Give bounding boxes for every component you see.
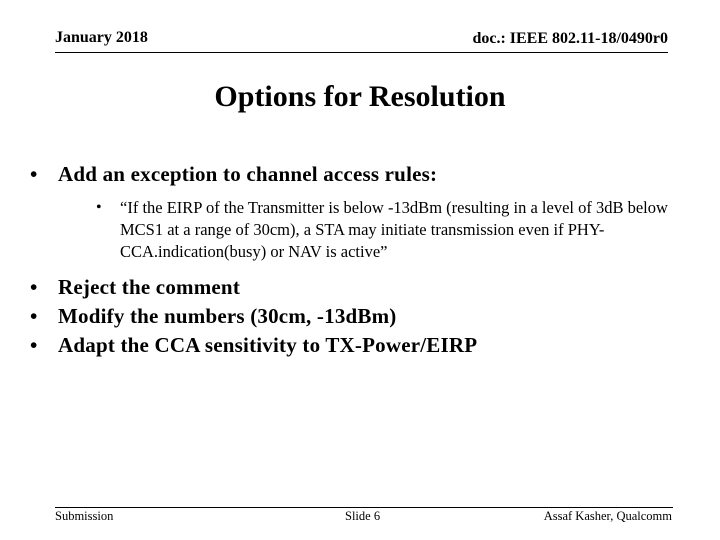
bullet-item: [30, 160, 690, 189]
bullet-text: Adapt the CCA sensitivity to TX-Power/EIRP: [58, 333, 478, 357]
bullet-text: Add an exception to channel access rules:: [58, 162, 438, 186]
footer-slide-number: Slide 6: [345, 509, 381, 523]
footer-submission: Submission: [55, 509, 114, 523]
bullet-dot-icon: •: [30, 304, 38, 328]
footer-divider: [55, 507, 673, 508]
bullet-dot-icon: •: [30, 333, 38, 357]
bullet-item: [30, 273, 690, 302]
header-doc-id: doc.: IEEE 802.11-18/0490r0: [472, 30, 668, 47]
bullet-text: Modify the numbers (30cm, -13dBm): [58, 304, 397, 328]
sub-bullet-dot-icon: •: [96, 199, 102, 216]
bullet-item: [30, 331, 690, 360]
bullet-text: Reject the comment: [58, 275, 241, 299]
bullet-list: [30, 160, 690, 360]
bullet-dot-icon: •: [30, 275, 38, 299]
bullet-item: [30, 302, 690, 331]
header-divider: [55, 52, 668, 53]
header-date: January 2018: [55, 29, 148, 46]
bullet-dot-icon: •: [30, 162, 38, 186]
sub-bullet-text: “If the EIRP of the Transmitter is below -13dBm (resulting in a level of 3dB below MCS1 at a range of 30cm), a STA may initiate transmission even if PHY-CCA.indication(busy) or NAV is active”: [120, 198, 668, 261]
slide-title: Options for Resolution: [214, 80, 506, 113]
footer-author: Assaf Kasher, Qualcomm: [543, 509, 672, 523]
sub-bullet-item: [92, 197, 680, 263]
